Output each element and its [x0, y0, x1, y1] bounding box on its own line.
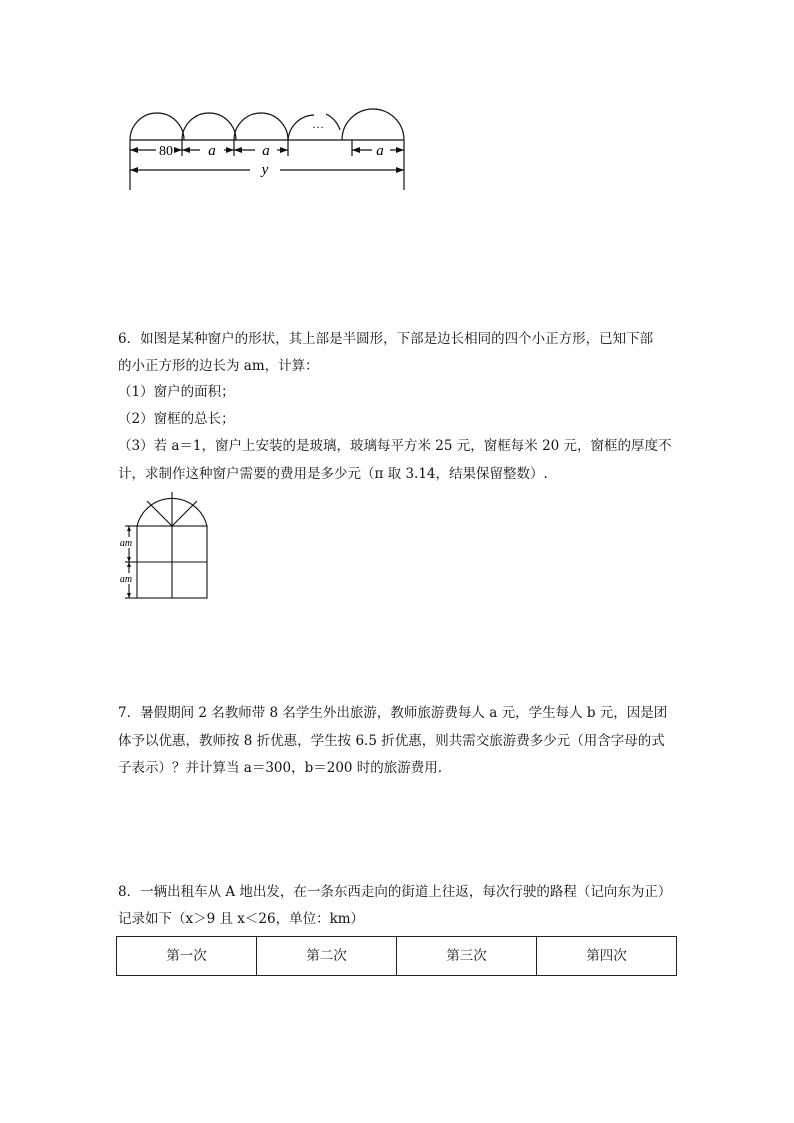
arch-5: [342, 109, 404, 140]
arch-4: [288, 115, 314, 140]
q7-line-1: 7．暑假期间 2 名教师带 8 名学生外出旅游，教师旅游费每人 a 元，学生每人 b 元，因是团: [118, 705, 668, 721]
label-dots: …: [312, 117, 324, 131]
arch-2: [182, 113, 236, 140]
arch-3: [234, 113, 288, 140]
table-header-4: 第四次: [537, 937, 677, 976]
trip-record-table: [116, 936, 677, 976]
q8-line-2: 记录如下（x＞9 且 x＜26，单位：km）: [118, 911, 365, 927]
label-y: y: [261, 162, 269, 178]
q6-line-6: 计，求制作这种窗户需要的费用是多少元（π 取 3.14，结果保留整数）.: [118, 466, 548, 482]
q7-line-3: 子表示）？并计算当 a＝300，b＝200 时的旅游费用.: [118, 760, 443, 776]
arches-figure: [120, 98, 420, 198]
table-header-1: 第一次: [117, 937, 257, 976]
label-80: 80: [159, 144, 173, 159]
table-header-row: [117, 937, 677, 976]
label-am-2: am: [119, 574, 133, 585]
q6-line-3: （1）窗户的面积；: [118, 384, 235, 400]
window-figure: [116, 492, 212, 602]
q6-line-5: （3）若 a＝1，窗户上安装的是玻璃，玻璃每平方米 25 元，窗框每米 20 元，窗框的厚度不: [118, 438, 672, 454]
label-am-1: am: [119, 538, 133, 549]
label-a-2: a: [262, 143, 270, 159]
table-header-3: 第三次: [397, 937, 537, 976]
q6-line-2: 的小正方形的边长为 am，计算：: [118, 358, 319, 374]
q6-line-4: （2）窗框的总长；: [118, 411, 235, 427]
label-a-3: a: [376, 143, 384, 159]
arch-1: [130, 113, 184, 140]
label-a-1: a: [208, 143, 216, 159]
q7-line-2: 体予以优惠，教师按 8 折优惠，学生按 6.5 折优惠，则共需交旅游费多少元（用含字母的式: [118, 733, 665, 749]
table-header-2: 第二次: [257, 937, 397, 976]
q8-line-1: 8．一辆出租车从 A 地出发，在一条东西走向的街道上往返，每次行驶的路程（记向东为正）: [118, 884, 672, 900]
q6-line-1: 6．如图是某种窗户的形状，其上部是半圆形，下部是边长相同的四个小正方形，已知下部: [118, 331, 654, 347]
